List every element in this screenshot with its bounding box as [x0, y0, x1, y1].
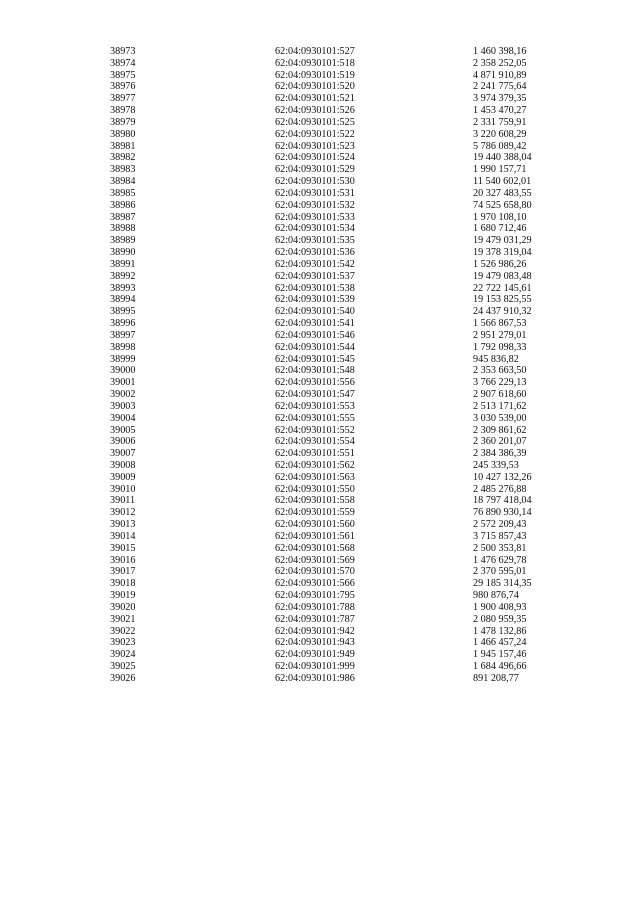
row-number: 39026 [110, 672, 136, 684]
table-row [110, 271, 570, 283]
table-row [110, 70, 570, 82]
row-number: 39011 [110, 495, 136, 507]
row-number: 39006 [110, 436, 136, 448]
cadastral-number: 62:04:0930101:553 [275, 400, 355, 412]
table-row [110, 602, 570, 614]
table-row [110, 129, 570, 141]
cadastral-number: 62:04:0930101:541 [275, 318, 355, 330]
cadastral-value: 1 566 867,53 [473, 318, 527, 330]
table-row [110, 555, 570, 567]
cadastral-value: 1 792 098,33 [473, 341, 527, 353]
cadastral-number: 62:04:0930101:562 [275, 459, 355, 471]
row-number: 38979 [110, 116, 136, 128]
table-row [110, 626, 570, 638]
cadastral-number: 62:04:0930101:538 [275, 282, 355, 294]
table-row [110, 460, 570, 472]
cadastral-value: 19 440 388,04 [473, 152, 532, 164]
row-number: 39009 [110, 471, 136, 483]
cadastral-number: 62:04:0930101:563 [275, 471, 355, 483]
row-number: 38991 [110, 258, 136, 270]
cadastral-value: 2 384 386,39 [473, 448, 527, 460]
row-number: 38998 [110, 341, 136, 353]
table-row [110, 164, 570, 176]
table-row [110, 259, 570, 271]
table-row [110, 484, 570, 496]
cadastral-number: 62:04:0930101:545 [275, 353, 355, 365]
cadastral-value: 29 185 314,35 [473, 578, 532, 590]
cadastral-number: 62:04:0930101:559 [275, 507, 355, 519]
row-number: 39003 [110, 400, 136, 412]
table-row [110, 117, 570, 129]
table-row [110, 531, 570, 543]
cadastral-value: 1 680 712,46 [473, 223, 527, 235]
row-number: 38977 [110, 93, 136, 105]
cadastral-value: 980 876,74 [473, 590, 519, 602]
row-number: 39022 [110, 625, 136, 637]
cadastral-number: 62:04:0930101:787 [275, 613, 355, 625]
cadastral-value: 1 466 457,24 [473, 637, 527, 649]
table-row [110, 495, 570, 507]
table-row [110, 425, 570, 437]
table-row [110, 235, 570, 247]
cadastral-number: 62:04:0930101:536 [275, 247, 355, 259]
cadastral-value: 74 525 658,80 [473, 199, 532, 211]
row-number: 39021 [110, 613, 136, 625]
cadastral-value: 18 797 418,04 [473, 495, 532, 507]
cadastral-value: 19 153 825,55 [473, 294, 532, 306]
row-number: 39020 [110, 601, 136, 613]
cadastral-number: 62:04:0930101:547 [275, 389, 355, 401]
cadastral-value: 1 945 157,46 [473, 649, 527, 661]
table-row [110, 614, 570, 626]
table-row [110, 188, 570, 200]
table-row [110, 330, 570, 342]
row-number: 39012 [110, 507, 136, 519]
table-row [110, 81, 570, 93]
cadastral-value: 4 871 910,89 [473, 69, 527, 81]
cadastral-value: 76 890 930,14 [473, 507, 532, 519]
cadastral-number: 62:04:0930101:519 [275, 69, 355, 81]
row-number: 38988 [110, 223, 136, 235]
cadastral-value: 3 974 379,35 [473, 93, 527, 105]
table-row [110, 318, 570, 330]
table-row [110, 152, 570, 164]
table-row [110, 590, 570, 602]
cadastral-number: 62:04:0930101:529 [275, 164, 355, 176]
data-table [110, 46, 570, 685]
row-number: 38983 [110, 164, 136, 176]
table-row [110, 294, 570, 306]
row-number: 39013 [110, 519, 136, 531]
row-number: 39015 [110, 542, 136, 554]
row-number: 38978 [110, 105, 136, 117]
cadastral-number: 62:04:0930101:943 [275, 637, 355, 649]
cadastral-value: 20 327 483,55 [473, 187, 532, 199]
table-row [110, 365, 570, 377]
table-row [110, 141, 570, 153]
row-number: 38974 [110, 57, 136, 69]
cadastral-number: 62:04:0930101:537 [275, 270, 355, 282]
table-row [110, 377, 570, 389]
table-row [110, 543, 570, 555]
row-number: 38973 [110, 46, 136, 57]
cadastral-number: 62:04:0930101:568 [275, 542, 355, 554]
cadastral-value: 2 309 861,62 [473, 424, 527, 436]
row-number: 38975 [110, 69, 136, 81]
table-row [110, 342, 570, 354]
cadastral-number: 62:04:0930101:521 [275, 93, 355, 105]
cadastral-number: 62:04:0930101:524 [275, 152, 355, 164]
row-number: 39001 [110, 377, 136, 389]
row-number: 39005 [110, 424, 136, 436]
row-number: 38985 [110, 187, 136, 199]
cadastral-number: 62:04:0930101:544 [275, 341, 355, 353]
row-number: 39014 [110, 530, 136, 542]
cadastral-number: 62:04:0930101:530 [275, 176, 355, 188]
row-number: 39025 [110, 661, 136, 673]
row-number: 38984 [110, 176, 136, 188]
cadastral-value: 2 241 775,64 [473, 81, 527, 93]
cadastral-value: 10 427 132,26 [473, 471, 532, 483]
cadastral-number: 62:04:0930101:999 [275, 661, 355, 673]
table-row [110, 212, 570, 224]
cadastral-value: 3 715 857,43 [473, 530, 527, 542]
cadastral-number: 62:04:0930101:542 [275, 258, 355, 270]
cadastral-number: 62:04:0930101:526 [275, 105, 355, 117]
cadastral-number: 62:04:0930101:552 [275, 424, 355, 436]
row-number: 39007 [110, 448, 136, 460]
cadastral-number: 62:04:0930101:795 [275, 590, 355, 602]
cadastral-value: 2 951 279,01 [473, 329, 527, 341]
cadastral-number: 62:04:0930101:556 [275, 377, 355, 389]
cadastral-number: 62:04:0930101:560 [275, 519, 355, 531]
table-row [110, 283, 570, 295]
table-row [110, 649, 570, 661]
cadastral-value: 2 360 201,07 [473, 436, 527, 448]
cadastral-number: 62:04:0930101:942 [275, 625, 355, 637]
cadastral-value: 2 572 209,43 [473, 519, 527, 531]
cadastral-number: 62:04:0930101:522 [275, 128, 355, 140]
cadastral-value: 1 684 496,66 [473, 661, 527, 673]
cadastral-number: 62:04:0930101:532 [275, 199, 355, 211]
cadastral-number: 62:04:0930101:525 [275, 116, 355, 128]
cadastral-value: 2 331 759,91 [473, 116, 527, 128]
cadastral-value: 2 500 353,81 [473, 542, 527, 554]
cadastral-value: 945 836,82 [473, 353, 519, 365]
cadastral-value: 3 220 608,29 [473, 128, 527, 140]
cadastral-value: 2 080 959,35 [473, 613, 527, 625]
cadastral-number: 62:04:0930101:566 [275, 578, 355, 590]
row-number: 38980 [110, 128, 136, 140]
cadastral-value: 1 460 398,16 [473, 46, 527, 57]
table-row [110, 176, 570, 188]
cadastral-value: 1 453 470,27 [473, 105, 527, 117]
cadastral-number: 62:04:0930101:554 [275, 436, 355, 448]
cadastral-value: 1 900 408,93 [473, 601, 527, 613]
table-row [110, 306, 570, 318]
table-row [110, 413, 570, 425]
row-number: 39023 [110, 637, 136, 649]
cadastral-value: 2 485 276,88 [473, 483, 527, 495]
row-number: 38999 [110, 353, 136, 365]
row-number: 38992 [110, 270, 136, 282]
cadastral-number: 62:04:0930101:518 [275, 57, 355, 69]
row-number: 39017 [110, 566, 136, 578]
cadastral-value: 5 786 089,42 [473, 140, 527, 152]
table-row [110, 58, 570, 70]
table-row [110, 93, 570, 105]
table-row [110, 637, 570, 649]
table-row [110, 578, 570, 590]
cadastral-value: 19 378 319,04 [473, 247, 532, 259]
cadastral-value: 3 766 229,13 [473, 377, 527, 389]
cadastral-number: 62:04:0930101:569 [275, 554, 355, 566]
cadastral-value: 2 353 663,50 [473, 365, 527, 377]
cadastral-value: 1 990 157,71 [473, 164, 527, 176]
table-row [110, 46, 570, 58]
cadastral-number: 62:04:0930101:570 [275, 566, 355, 578]
cadastral-value: 1 526 986,26 [473, 258, 527, 270]
cadastral-value: 245 339,53 [473, 459, 519, 471]
cadastral-number: 62:04:0930101:561 [275, 530, 355, 542]
table-row [110, 247, 570, 259]
cadastral-number: 62:04:0930101:548 [275, 365, 355, 377]
cadastral-number: 62:04:0930101:546 [275, 329, 355, 341]
cadastral-number: 62:04:0930101:534 [275, 223, 355, 235]
cadastral-number: 62:04:0930101:523 [275, 140, 355, 152]
row-number: 38994 [110, 294, 136, 306]
table-row [110, 354, 570, 366]
cadastral-number: 62:04:0930101:531 [275, 187, 355, 199]
row-number: 39016 [110, 554, 136, 566]
cadastral-number: 62:04:0930101:551 [275, 448, 355, 460]
cadastral-value: 2 358 252,05 [473, 57, 527, 69]
cadastral-number: 62:04:0930101:527 [275, 46, 355, 57]
table-row [110, 661, 570, 673]
row-number: 39024 [110, 649, 136, 661]
row-number: 38987 [110, 211, 136, 223]
row-number: 39000 [110, 365, 136, 377]
cadastral-value: 19 479 031,29 [473, 235, 532, 247]
row-number: 38990 [110, 247, 136, 259]
cadastral-number: 62:04:0930101:558 [275, 495, 355, 507]
cadastral-number: 62:04:0930101:533 [275, 211, 355, 223]
cadastral-value: 3 030 539,00 [473, 412, 527, 424]
cadastral-number: 62:04:0930101:520 [275, 81, 355, 93]
cadastral-value: 1 478 132,86 [473, 625, 527, 637]
row-number: 38982 [110, 152, 136, 164]
table-row [110, 223, 570, 235]
table-row [110, 448, 570, 460]
cadastral-value: 1 970 108,10 [473, 211, 527, 223]
cadastral-number: 62:04:0930101:949 [275, 649, 355, 661]
cadastral-number: 62:04:0930101:550 [275, 483, 355, 495]
table-row [110, 673, 570, 685]
row-number: 39002 [110, 389, 136, 401]
row-number: 38976 [110, 81, 136, 93]
row-number: 39018 [110, 578, 136, 590]
table-row [110, 436, 570, 448]
table-row [110, 507, 570, 519]
row-number: 38995 [110, 306, 136, 318]
row-number: 39008 [110, 459, 136, 471]
row-number: 39019 [110, 590, 136, 602]
table-row [110, 401, 570, 413]
table-row [110, 472, 570, 484]
cadastral-number: 62:04:0930101:788 [275, 601, 355, 613]
cadastral-value: 24 437 910,32 [473, 306, 532, 318]
table-row [110, 389, 570, 401]
row-number: 38993 [110, 282, 136, 294]
cadastral-number: 62:04:0930101:539 [275, 294, 355, 306]
row-number: 38996 [110, 318, 136, 330]
row-number: 38981 [110, 140, 136, 152]
row-number: 39004 [110, 412, 136, 424]
table-row [110, 200, 570, 212]
cadastral-value: 19 479 083,48 [473, 270, 532, 282]
row-number: 38989 [110, 235, 136, 247]
cadastral-value: 22 722 145,61 [473, 282, 532, 294]
cadastral-value: 2 370 595,01 [473, 566, 527, 578]
cadastral-value: 2 907 618,60 [473, 389, 527, 401]
cadastral-value: 2 513 171,62 [473, 400, 527, 412]
cadastral-value: 891 208,77 [473, 672, 519, 684]
cadastral-value: 1 476 629,78 [473, 554, 527, 566]
cadastral-number: 62:04:0930101:535 [275, 235, 355, 247]
table-row [110, 105, 570, 117]
table-row [110, 519, 570, 531]
row-number: 38997 [110, 329, 136, 341]
row-number: 39010 [110, 483, 136, 495]
table-row [110, 566, 570, 578]
cadastral-number: 62:04:0930101:986 [275, 672, 355, 684]
cadastral-value: 11 540 602,01 [473, 176, 532, 188]
row-number: 38986 [110, 199, 136, 211]
cadastral-number: 62:04:0930101:540 [275, 306, 355, 318]
cadastral-number: 62:04:0930101:555 [275, 412, 355, 424]
